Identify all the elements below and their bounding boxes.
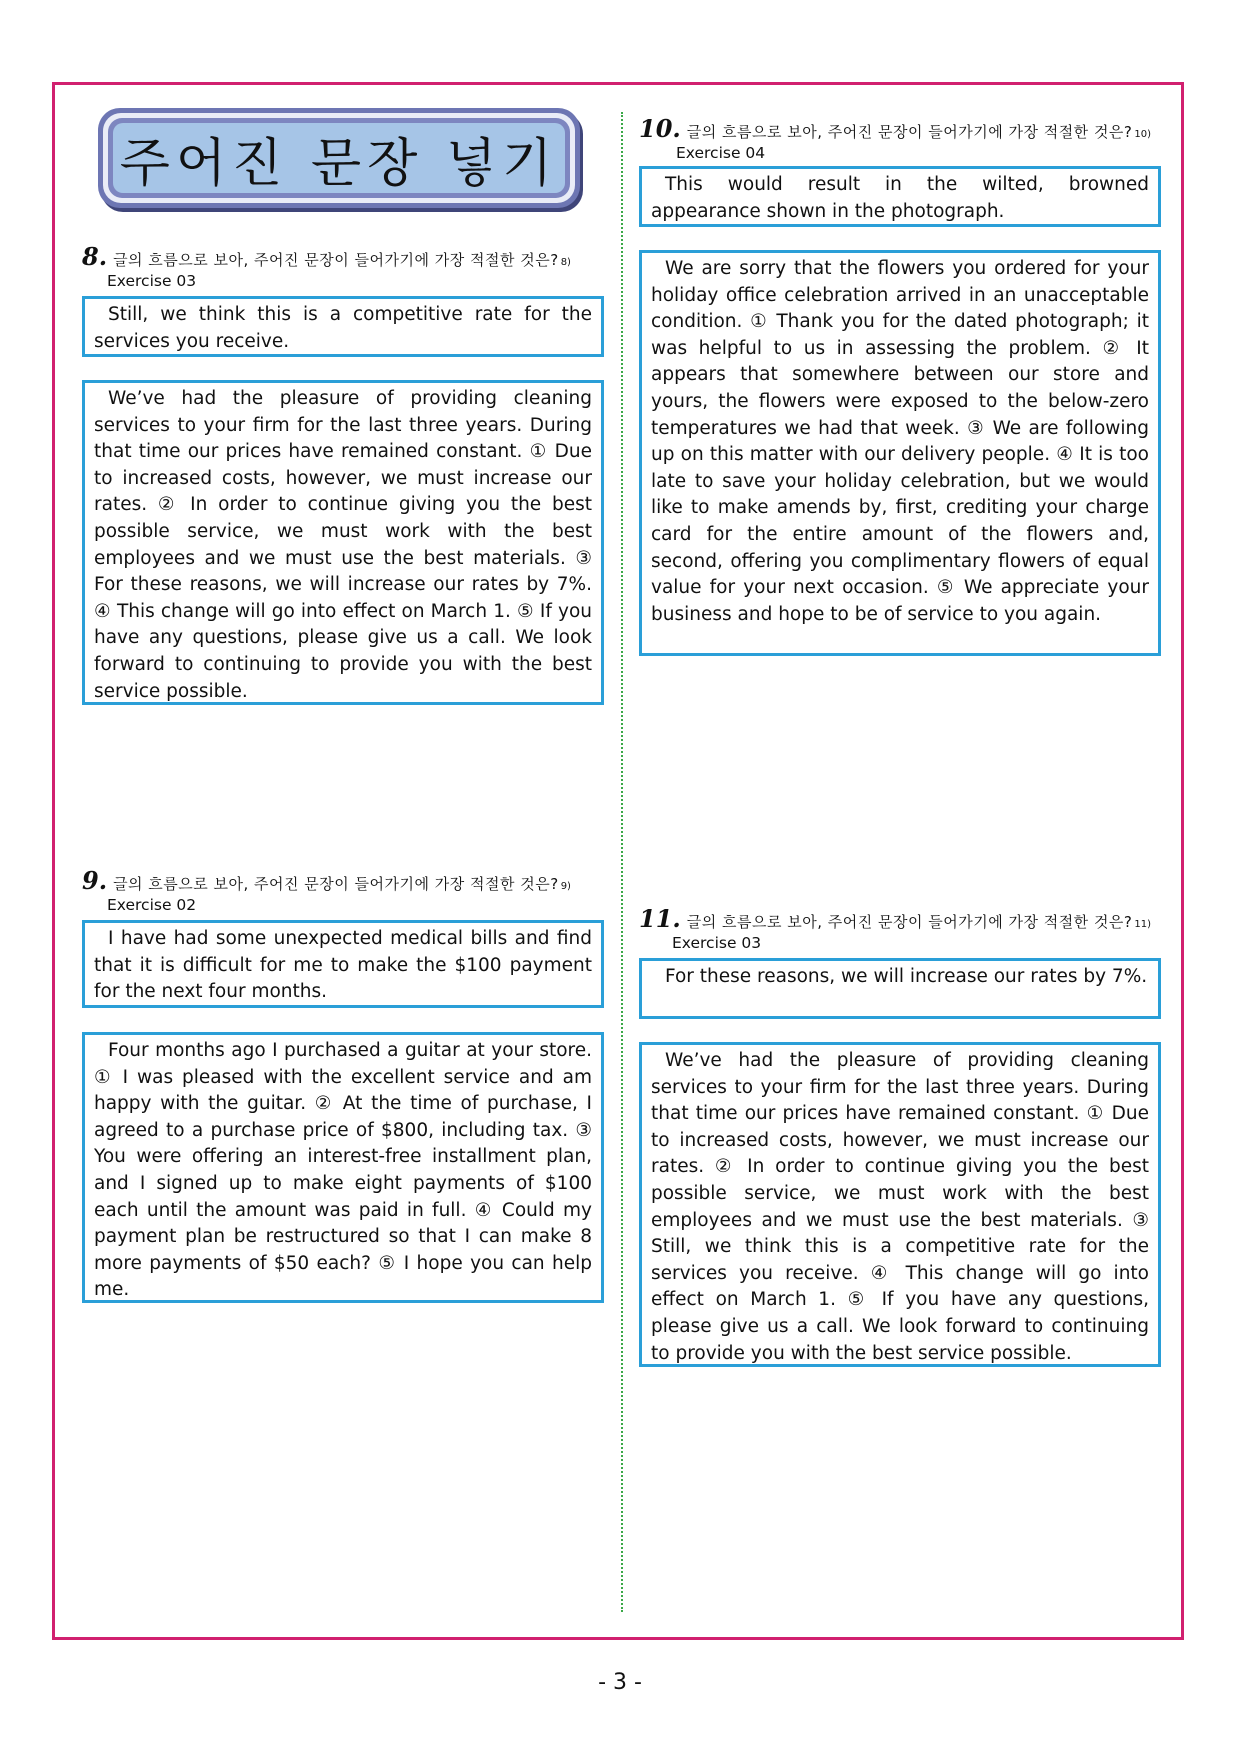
passage-text: Four months ago I purchased a guitar at your store. ① I was pleased with the excellent service and am happy with the guitar. ② At the time of purchase, I agreed to a purchase price of $800, including tax. ③ You were offering an interest-free installment plan, and I signed up to make eight payments of $100 each until the amount was paid in full. ④ Could my payment plan be restructured so that I can make 8 more payments of $50 each? ⑤ I hope you can help me. — [94, 1040, 592, 1301]
question-number: 11. — [639, 904, 681, 933]
page-title: 주어진 문장 넣기 — [113, 123, 565, 193]
column-divider — [621, 112, 623, 1612]
passage-text: We’ve had the pleasure of providing cleaning services to your firm for the last three years. During that time our prices have remained constant. ① Due to increased costs, however, we must increase our rates. ② In order to continue giving you the best possible service, we must work with the best employees and we must use the best materials. ③ For these reasons, we will increase our rates by 7%. ④ This change will go into effect on March 1. ⑤ If you have any questions, please give us a call. We look forward to continuing to provide you with the best service possible. — [94, 388, 592, 702]
passage-text: We’ve had the pleasure of providing cleaning services to your firm for the last three years. During that time our prices have remained constant. ① Due to increased costs, however, we must increase our rates. ② In order to continue giving you the best possible service, we must work with the best employees and we must use the best materials. ③ Still, we think this is a competitive rate for the services you receive. ④ This change will go into effect on March 1. ⑤ If you have any questions, please give us a call. We look forward to continuing to provide you with the best service possible. — [651, 1050, 1149, 1364]
exercise-label: Exercise 03 — [107, 272, 197, 290]
footnote-marker: 10) — [1134, 129, 1152, 140]
question-prompt: 글의 흐름으로 보아, 주어진 문장이 들어가기에 가장 적절한 것은? — [686, 123, 1133, 141]
footnote-marker: 9) — [560, 881, 571, 892]
question-prompt: 글의 흐름으로 보아, 주어진 문장이 들어가기에 가장 적절한 것은? — [113, 251, 559, 269]
given-sentence-box — [82, 920, 604, 1008]
question-number: 9. — [82, 866, 108, 895]
given-sentence-box — [639, 166, 1161, 227]
question-10-header — [639, 114, 1179, 162]
question-number: 10. — [639, 114, 681, 143]
exercise-label: Exercise 03 — [672, 934, 762, 952]
question-prompt: 글의 흐름으로 보아, 주어진 문장이 들어가기에 가장 적절한 것은? — [686, 913, 1133, 931]
exercise-label: Exercise 02 — [107, 896, 197, 914]
passage-text: We are sorry that the flowers you ordered for your holiday office celebration arrived in an unacceptable condition. ① Thank you for the dated photograph; it was helpful to us in assessing the problem. ② It appears that somewhere between our store and yours, the flowers were exposed to the below-zero temperatures we had that week. ③ We are following up on this matter with our delivery people. ④ It is too late to save your holiday celebration, but we would like to make amends by, first, crediting your charge card for the entire amount of the flowers and, second, offering you complimentary flowers of equal value for your next occasion. ⑤ We appreciate your business and hope to be of service to you again. — [651, 258, 1149, 625]
title-banner — [98, 108, 580, 208]
question-9-header — [82, 866, 622, 914]
passage-box — [82, 380, 604, 705]
given-sentence-box — [639, 958, 1161, 1019]
given-sentence: This would result in the wilted, browned appearance shown in the photograph. — [651, 174, 1149, 222]
footnote-marker: 11) — [1134, 919, 1152, 930]
passage-box — [639, 1042, 1161, 1367]
given-sentence: I have had some unexpected medical bills and find that it is difficult for me to make the $100 payment for the next four months. — [94, 928, 592, 1003]
given-sentence-box — [82, 296, 604, 357]
question-prompt: 글의 흐름으로 보아, 주어진 문장이 들어가기에 가장 적절한 것은? — [113, 875, 559, 893]
question-8-header — [82, 242, 622, 290]
question-11-header — [639, 904, 1179, 952]
page-number: - 3 - — [598, 1670, 642, 1695]
given-sentence: Still, we think this is a competitive rate for the services you receive. — [94, 304, 592, 352]
passage-box — [82, 1032, 604, 1303]
exercise-label: Exercise 04 — [676, 144, 766, 162]
given-sentence: For these reasons, we will increase our rates by 7%. — [665, 966, 1148, 987]
footnote-marker: 8) — [560, 257, 571, 268]
passage-box — [639, 250, 1161, 656]
question-number: 8. — [82, 242, 108, 271]
